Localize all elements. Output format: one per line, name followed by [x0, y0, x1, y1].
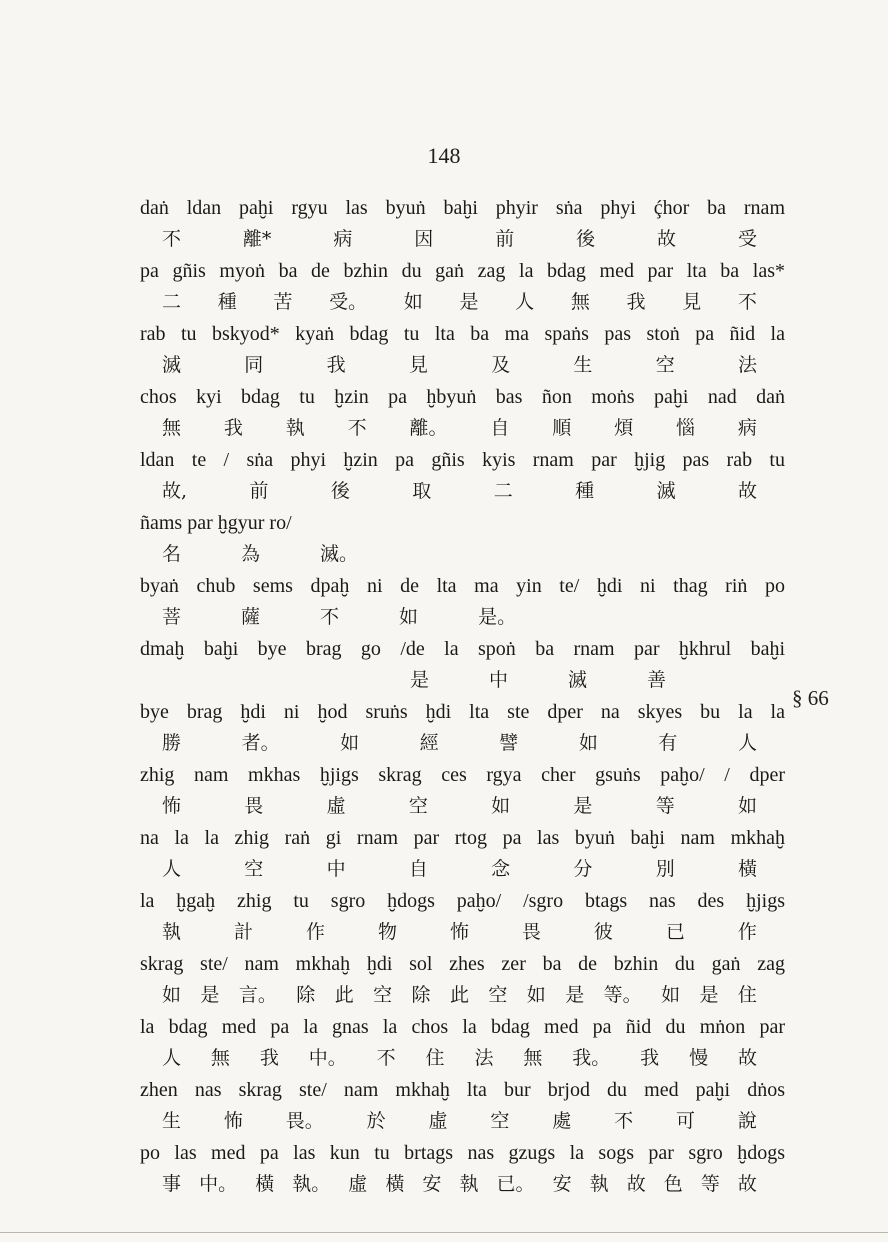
chinese-glyph: 如: [340, 732, 360, 754]
chinese-glyph: 除: [296, 984, 316, 1006]
chinese-glyph: 是: [410, 669, 430, 691]
chinese-line: [140, 664, 785, 697]
tibetan-line: byaṅ chub sems dpaḫ ni de lta ma yin te/ ḫdi ni thag riṅ po: [140, 575, 785, 597]
chinese-glyph: 為: [241, 543, 261, 565]
chinese-glyph: 橫: [255, 1173, 275, 1195]
tibetan-line: pa gñis myoṅ ba de bzhin du gaṅ zag la bdag med par lta ba las*: [140, 260, 785, 282]
chinese-glyph: 是: [565, 984, 585, 1006]
chinese-glyph: 經: [419, 732, 439, 754]
page-number: 148: [427, 143, 461, 168]
chinese-glyph: 生: [573, 354, 593, 376]
chinese-glyph: 人: [737, 732, 757, 754]
chinese-glyph: 是: [459, 291, 479, 313]
chinese-glyph: 作: [305, 921, 325, 943]
chinese-glyph: 後: [330, 480, 350, 502]
tibetan-line: zhig nam mkhas ḫjigs skrag ces rgya cher gsuṅs paḫo/ / dper: [140, 764, 785, 786]
chinese-glyph: 如: [162, 984, 182, 1006]
chinese-glyph: 中。: [199, 1173, 238, 1195]
tibetan-line: la bdag med pa la gnas la chos la bdag med pa ñid du mṅon par: [140, 1016, 785, 1038]
chinese-glyph: 作: [737, 921, 757, 943]
chinese-glyph: 人: [162, 1047, 182, 1069]
chinese-glyph: 等: [655, 795, 675, 817]
chinese-glyph: 空: [655, 354, 675, 376]
chinese-glyph: 人: [515, 291, 535, 313]
tibetan-line: la ḫgaḫ zhig tu sgro ḫdogs paḫo/ /sgro btags nas des ḫjigs: [140, 890, 785, 912]
chinese-glyph: 虛: [348, 1173, 368, 1195]
chinese-glyph: 者。: [241, 732, 280, 754]
chinese-glyph: 中: [326, 858, 346, 880]
chinese-glyph: 見: [408, 354, 428, 376]
chinese-glyph: 此: [334, 984, 354, 1006]
chinese-glyph: 中: [489, 669, 509, 691]
chinese-glyph: 如: [491, 795, 511, 817]
chinese-glyph: 故: [737, 480, 757, 502]
chinese-glyph: 如: [403, 291, 423, 313]
chinese-glyph: 前: [249, 480, 269, 502]
tibetan-line: skrag ste/ nam mkhaḫ ḫdi sol zhes zer ba de bzhin du gaṅ zag: [140, 953, 785, 975]
chinese-glyph: 滅: [162, 354, 182, 376]
chinese-glyph: 病: [333, 228, 353, 250]
chinese-glyph: 是: [200, 984, 220, 1006]
chinese-glyph: 慢: [689, 1047, 709, 1069]
chinese-glyph: 怖: [162, 795, 182, 817]
chinese-glyph: 離。: [409, 417, 448, 439]
chinese-glyph: 如: [578, 732, 598, 754]
chinese-glyph: 空: [408, 795, 428, 817]
tibetan-line: rab tu bskyod* kyaṅ bdag tu lta ba ma spaṅs pas stoṅ pa ñid la: [140, 323, 785, 345]
chinese-glyph: 執: [459, 1173, 479, 1195]
chinese-line: [140, 916, 785, 949]
chinese-glyph: 如: [737, 795, 757, 817]
tibetan-line: na la la zhig raṅ gi rnam par rtog pa las byuṅ baḫi nam mkhaḫ: [140, 827, 785, 849]
chinese-glyph: 住: [737, 984, 757, 1006]
chinese-glyph: 彼: [593, 921, 613, 943]
chinese-glyph: 譬: [499, 732, 519, 754]
tibetan-line: dmaḫ baḫi bye brag go /de la spoṅ ba rnam par ḫkhrul baḫi: [140, 638, 785, 660]
chinese-glyph: 等。: [603, 984, 642, 1006]
chinese-glyph: 自: [490, 417, 510, 439]
chinese-glyph: 受: [737, 228, 757, 250]
chinese-glyph: 除: [411, 984, 431, 1006]
chinese-glyph: 種: [575, 480, 595, 502]
chinese-glyph: 如: [526, 984, 546, 1006]
chinese-line: [140, 979, 785, 1012]
chinese-line: [140, 790, 785, 823]
chinese-glyph: 橫: [737, 858, 757, 880]
chinese-line: [140, 349, 785, 382]
chinese-glyph: 無: [210, 1047, 230, 1069]
chinese-glyph: 法: [474, 1047, 494, 1069]
chinese-line: [140, 223, 785, 256]
chinese-glyph: 因: [414, 228, 434, 250]
chinese-glyph: 受。: [329, 291, 368, 313]
chinese-glyph: 勝: [162, 732, 182, 754]
chinese-glyph: 前: [495, 228, 515, 250]
chinese-glyph: 計: [233, 921, 253, 943]
chinese-glyph: 已: [665, 921, 685, 943]
chinese-glyph: 故: [626, 1173, 646, 1195]
chinese-line: [140, 286, 785, 319]
chinese-line: [140, 475, 785, 508]
chinese-glyph: 有: [658, 732, 678, 754]
chinese-line: [140, 1042, 785, 1075]
chinese-glyph: 是: [699, 984, 719, 1006]
chinese-glyph: 如: [661, 984, 681, 1006]
chinese-line: [140, 412, 785, 445]
chinese-glyph: 我: [626, 291, 646, 313]
chinese-glyph: 惱: [676, 417, 696, 439]
chinese-glyph: 執: [162, 921, 182, 943]
chinese-glyph: 取: [412, 480, 432, 502]
chinese-glyph: 虛: [326, 795, 346, 817]
chinese-glyph: 後: [576, 228, 596, 250]
chinese-glyph: 不: [162, 228, 182, 250]
chinese-glyph: 物: [377, 921, 397, 943]
chinese-glyph: 執: [285, 417, 305, 439]
chinese-glyph: 法: [737, 354, 757, 376]
page-bottom-edge: [0, 1232, 888, 1233]
chinese-glyph: 空: [488, 984, 508, 1006]
chinese-glyph: 種: [217, 291, 237, 313]
chinese-glyph: 我: [223, 417, 243, 439]
chinese-glyph: 自: [408, 858, 428, 880]
chinese-line: [140, 601, 785, 634]
chinese-line: [140, 1168, 785, 1201]
chinese-glyph: 薩: [241, 606, 261, 628]
chinese-glyph: 不: [347, 417, 367, 439]
chinese-glyph: 空: [490, 1110, 510, 1132]
chinese-glyph: 故: [657, 228, 677, 250]
tibetan-line: ldan te / sṅa phyi ḫzin pa gñis kyis rnam par ḫjig pas rab tu: [140, 449, 785, 471]
chinese-glyph: 安: [422, 1173, 442, 1195]
chinese-glyph: 執: [589, 1173, 609, 1195]
chinese-line: [140, 853, 785, 886]
chinese-glyph: 怖: [223, 1110, 243, 1132]
chinese-glyph: 菩: [162, 606, 182, 628]
chinese-glyph: 中。: [308, 1047, 347, 1069]
chinese-glyph: 執。: [292, 1173, 331, 1195]
chinese-glyph: 及: [491, 354, 511, 376]
chinese-glyph: 二: [493, 480, 513, 502]
chinese-line: [140, 1105, 785, 1138]
chinese-glyph: 我: [640, 1047, 660, 1069]
chinese-glyph: 苦: [273, 291, 293, 313]
chinese-glyph: 安: [552, 1173, 572, 1195]
chinese-glyph: 無: [523, 1047, 543, 1069]
chinese-glyph: 已。: [496, 1173, 535, 1195]
chinese-glyph: 故: [737, 1173, 757, 1195]
chinese-glyph: 不: [320, 606, 340, 628]
chinese-glyph: 滅: [568, 669, 588, 691]
chinese-glyph: 色: [663, 1173, 683, 1195]
chinese-glyph: 空: [373, 984, 393, 1006]
chinese-glyph: 如: [399, 606, 419, 628]
chinese-glyph: 我: [259, 1047, 279, 1069]
chinese-glyph: 滅。: [320, 543, 359, 565]
chinese-glyph: 我。: [572, 1047, 611, 1069]
tibetan-line: daṅ ldan paḫi rgyu las byuṅ baḫi phyir sṅa phyi ḉhor ba rnam: [140, 197, 785, 219]
chinese-glyph: 處: [552, 1110, 572, 1132]
chinese-glyph: 虛: [428, 1110, 448, 1132]
chinese-glyph: 說: [737, 1110, 757, 1132]
chinese-glyph: 離*: [242, 228, 272, 250]
text-body: [140, 193, 785, 1201]
chinese-glyph: 無: [162, 417, 182, 439]
chinese-glyph: 事: [162, 1173, 182, 1195]
chinese-glyph: 故: [737, 1047, 757, 1069]
chinese-glyph: 不: [737, 291, 757, 313]
chinese-glyph: 不: [614, 1110, 634, 1132]
chinese-glyph: 言。: [238, 984, 277, 1006]
chinese-glyph: 於: [366, 1110, 386, 1132]
chinese-glyph: 畏: [244, 795, 264, 817]
chinese-glyph: 不: [376, 1047, 396, 1069]
chinese-glyph: 畏: [521, 921, 541, 943]
chinese-glyph: 念: [491, 858, 511, 880]
chinese-line: [140, 538, 785, 571]
chinese-glyph: 同: [244, 354, 264, 376]
chinese-glyph: 可: [676, 1110, 696, 1132]
chinese-glyph: 煩: [614, 417, 634, 439]
chinese-glyph: 橫: [385, 1173, 405, 1195]
chinese-glyph: 是: [573, 795, 593, 817]
chinese-glyph: 生: [162, 1110, 182, 1132]
chinese-glyph: 畏。: [285, 1110, 324, 1132]
chinese-glyph: 善: [647, 669, 667, 691]
chinese-glyph: 怖: [449, 921, 469, 943]
tibetan-line: bye brag ḫdi ni ḫod sruṅs ḫdi lta ste dper na skyes bu la la: [140, 701, 785, 723]
tibetan-line: zhen nas skrag ste/ nam mkhaḫ lta bur brjod du med paḫi dṅos: [140, 1079, 785, 1101]
tibetan-line: ñams par ḫgyur ro/: [140, 512, 292, 534]
chinese-glyph: 二: [162, 291, 182, 313]
chinese-glyph: 無: [570, 291, 590, 313]
chinese-glyph: 等: [700, 1173, 720, 1195]
chinese-glyph: 滅: [656, 480, 676, 502]
chinese-glyph: 人: [162, 858, 182, 880]
chinese-glyph: 病: [737, 417, 757, 439]
chinese-glyph: 我: [326, 354, 346, 376]
chinese-glyph: 故,: [162, 480, 188, 502]
chinese-glyph: 此: [449, 984, 469, 1006]
chinese-glyph: 是。: [478, 606, 517, 628]
chinese-glyph: 見: [682, 291, 702, 313]
tibetan-line: po las med pa las kun tu brtags nas gzugs la sogs par sgro ḫdogs: [140, 1142, 785, 1164]
chinese-glyph: 空: [244, 858, 264, 880]
tibetan-line: chos kyi bdag tu ḫzin pa ḫbyuṅ bas ñon moṅs paḫi nad daṅ: [140, 386, 785, 408]
chinese-glyph: 順: [552, 417, 572, 439]
chinese-line: [140, 727, 785, 760]
chinese-glyph: 名: [162, 543, 182, 565]
chinese-glyph: 住: [425, 1047, 445, 1069]
section-marker: § 66: [792, 686, 829, 710]
chinese-glyph: 分: [573, 858, 593, 880]
chinese-glyph: 別: [655, 858, 675, 880]
